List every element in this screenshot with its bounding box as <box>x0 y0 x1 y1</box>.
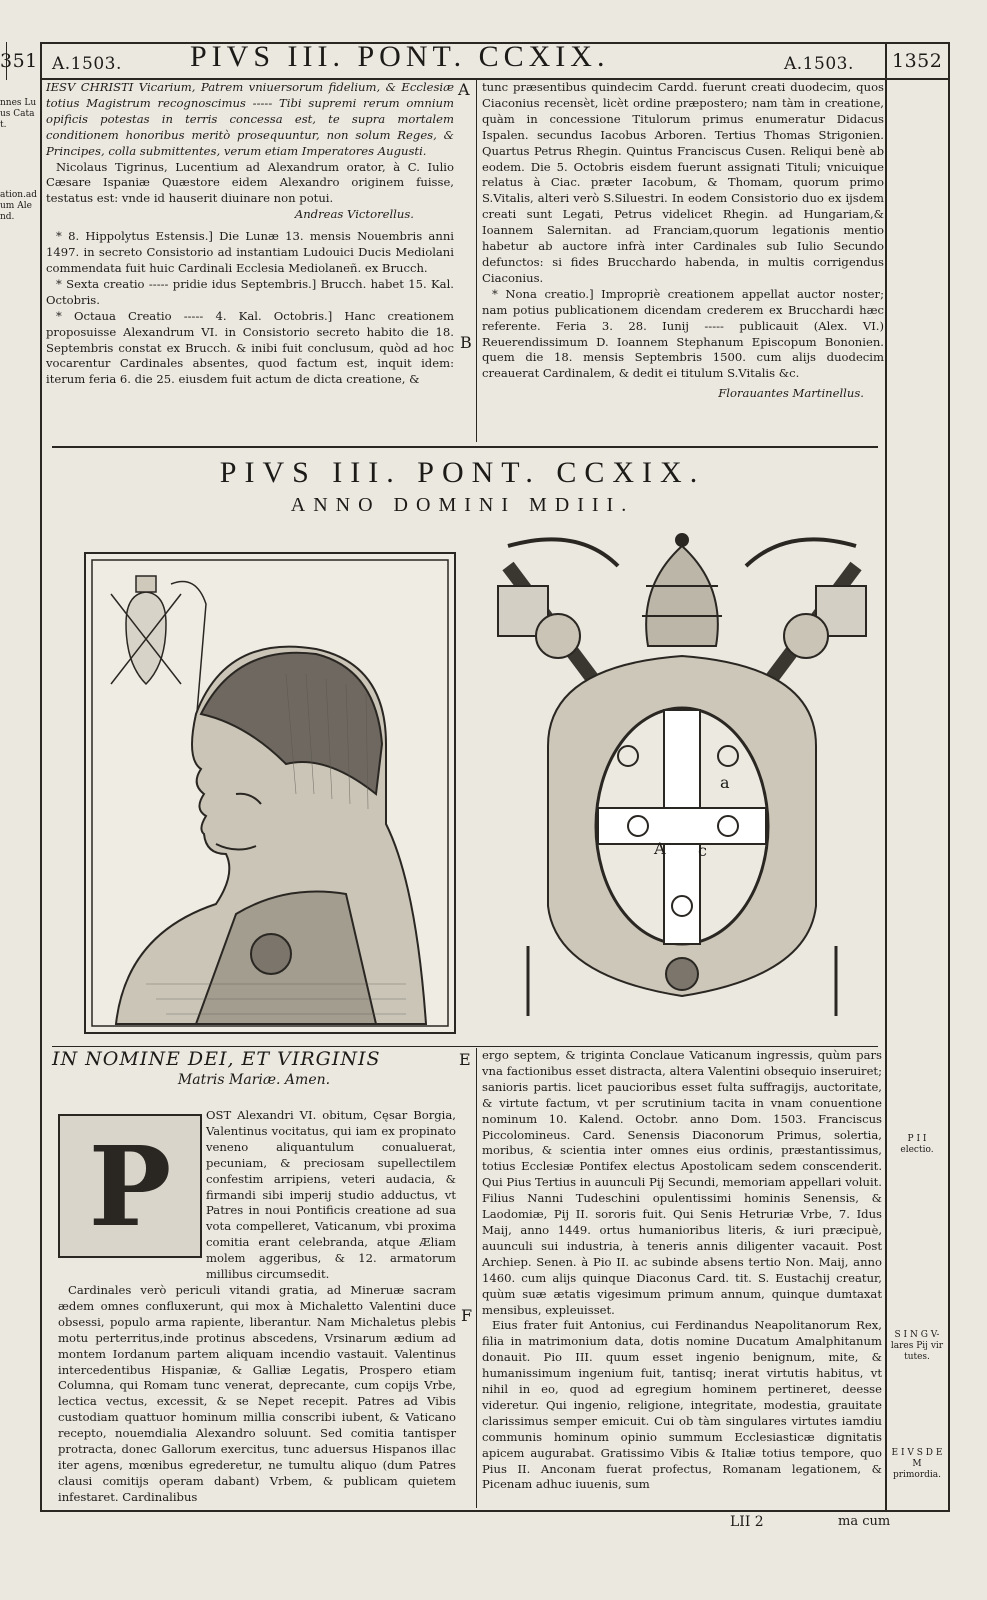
bottom-right-para-1: ergo septem, & triginta Conclaue Vaticanum ingressis, quùm pars vna factionibus esset distracta, altera Valentini obsequio inseruiret; sanioris partis. licet paucioribus esset fulta suffragijs, auctoritate, & virtute factum, vt per scrutinium tacita in vnam conuentione nominum 10. Kalend. Octobr. anno Dom. 1503. Franciscus Piccolomineus. Card. Senensis Diaconorum Primus, solertia, moribus, & scientia inter omnes eius ordinis, præstantissimus, totius Ecclesiæ Pontifex electus Apostolicam sedem conscenderit. Qui Pius Tertius in auunculi Pij Secundi, memoriam appellari voluit. Filius Nanni Tudeschini opulentissimi hominis Senensis, & Laodomiæ, Pij II. sororis fuit. Qui Senis Hetruriæ Vrbe, 7. Idus Maij, anno 1449. ortus humanioribus literis, & iuri præcipuè, auunculi sui industria, à teneris annis diligenter vacauit. Post Archiep. Senen. à Pio II. ac subinde absens tertio Non. Maij, anno 1460. cum alijs quinque Diaconus Card. tit. S. Eustachij creatur, quùm suæ ætatis vigesimum primum annum, quinque dumtaxat mensibus, expleuisset. <box>482 1048 882 1317</box>
top-left-signature: Andreas Victorellus. <box>294 207 414 222</box>
top-right-signature: Florauantes Martinellus. <box>718 386 864 401</box>
outer-right-rule <box>948 42 950 1512</box>
bottom-left-para-2: Cardinales verò periculi vitandi gratia, ad Mineruæ sacram ædem omnes confluxerunt, qui mox à Michaletto Valentini duce obsessi, populo arma rapiente, liberantur. Nam Michaletus plebis motu perterritus,inde protinus abscedens, Vrsinarum ædium ad montem Iordanum partem aliquam incendio vastauit. Valentinus intercedentibus Hispaniæ, & Galliæ Legatis, Prospero etiam Columna, qui Romam tunc venerat, deprecante, cum copijs Vrbe, lectica vectus, excessit, & se Nepet recepit. Patres ad Vibis custodiam quattuor hominum millia conscribi iubent, & Vaticano recepto, nouemdialia Alexandro soluunt. Sed comitia tantisper protracta, donec Gallorum exercitus, tunc aduersus Hispanos illac iter agens, mœnibus egrederetur, ne tumultu aliquo (dum Patres clausi comitijs operam dabant) Vrbem, & publicam quietem infestaret. Cardinalibus <box>58 1282 456 1504</box>
section-marker-b: B <box>460 333 472 352</box>
top-right-para-1: tunc præsentibus quindecim Cardd. fuerunt creati duodecim, quos Ciaconius recensèt, licèt ordine præpostero; nam tàm in creatione, quàm in concessione Titulorum primus enumeratur Didacus Ispalen. secundus Iacobus Arboren. Tertius Thomas Strigonien. Quartus Petrus Rhegin. Quintus Franciscus Cusen. Reliqui benè ab eodem. Die 5. Octobris eisdem fuerunt assignati Tituli; vnicuique relatus à Ciac. præter Iacobum, & Thomam, quorum primo S.Vitalis, alteri verò S.Siluestri. In eodem Consistorio duo ex ijsdem creati sunt Legati, Petrus videlicet Rhegin. ad Hungariam,& Ioannem Salernitan. ad Franciam,quorum legationis mentio habetur ab auctore infrà inter Cardinales sub Iulio Secundo defunctos: si fides Brucchardo habenda, in multis corrigendus Ciaconius. <box>482 80 884 285</box>
right-margin-note-3: E I V S D E M primordia. <box>891 1448 943 1480</box>
shield-letter-a: a <box>720 773 730 792</box>
shield-letter-c: c <box>698 841 707 860</box>
bottom-left-first-text: OST Alexandri VI. obitum, Cęsar Borgia, Valentinus vocitatus, qui iam ex propinato veneno aliquantulum conualuerat, pecuniam, & preciosam supellectilem confestim arripiens, veteri audacia, & firmandi sibi imperij studio adductus, vt Patres in noui Pontificis creatione ad sua vota compelleret, Vaticanum, vbi proxima comitia erant celebranda, atque Æliam molem aggeribus, & 12. armatorum millibus circumsedit. <box>206 1108 456 1282</box>
bottom-left-para-1 <box>58 1108 456 1506</box>
grotesque-mask <box>666 958 698 990</box>
left-year: A.1503. <box>52 54 122 74</box>
section-marker-e: E <box>459 1050 471 1069</box>
right-page-number: 1352 <box>892 50 943 72</box>
pope-profile <box>116 647 426 1024</box>
cherub-left <box>536 614 580 658</box>
dropcap-spacer <box>58 1108 206 1272</box>
section-subtitle: ANNO DOMINI MDIII. <box>290 494 635 516</box>
section-marker-a: A <box>458 80 470 99</box>
right-margin-note-2: S I N G V- lares Pij vir tutes. <box>890 1330 944 1362</box>
papal-tiara <box>646 546 718 646</box>
frame-bottom-rule <box>40 1510 948 1512</box>
top-left-para-3: * 8. Hippolytus Estensis.] Die Lunæ 13. mensis Nouembris anni 1497. in secreto Consistorio ad instantiam Ludouici Ducis Mediolani commendata fuit huic Cardinali Ecclesia Mediolaneñ. ex Brucch. <box>46 229 454 275</box>
invocation-line-2: Matris Mariæ. Amen. <box>177 1072 331 1088</box>
left-margin-note-1: nnes Lu us Cata t. <box>0 98 37 130</box>
signature-mark: LII 2 <box>730 1514 764 1530</box>
coat-of-arms-woodcut <box>488 526 876 1034</box>
invocation-line-1: IN NOMINE DEI, ET VIRGINIS <box>52 1048 381 1070</box>
top-right-column <box>482 80 884 402</box>
portrait-illustration <box>86 554 454 1032</box>
coat-of-arms-illustration <box>488 526 876 1034</box>
running-title: PIVS III. PONT. CCXIX. <box>190 40 610 73</box>
small-arms-emblem <box>111 576 206 724</box>
top-section-bottom-rule <box>52 446 878 448</box>
left-page-number: 351 <box>0 50 38 72</box>
cherub-right <box>784 614 828 658</box>
bottom-left-column <box>52 1048 456 1088</box>
catchword: ma cum <box>838 1514 891 1529</box>
portrait-woodcut <box>84 552 456 1034</box>
dropcap-letter: P <box>88 1121 172 1251</box>
left-margin-note-2: ation.ad um Ale nd. <box>0 190 38 222</box>
top-left-para-4: * Sexta creatio ----- pridie idus Septembris.] Brucch. habet 15. Kal. Octobris. <box>46 276 454 307</box>
bottom-right-column <box>482 1048 882 1493</box>
frame-left-rule <box>40 42 42 1512</box>
top-right-para-2: * Nona creatio.] Impropriè creationem appellat auctor noster; nam potius publicationem dicendam crederem ex Brucchardi hæc referente. Feria 3. 28. Iunij ----- publicauit (Alex. VI.) Reuerendissimum D. Ioannem Stephanum Episcopum Bononien. quem die 18. mensis Septembris 1500. cum alijs duodecim creauerat Cardinalem, & dedit ei titulum S.Vitalis &c. <box>482 286 884 381</box>
section-marker-f: F <box>461 1306 473 1325</box>
bottom-column-divider <box>476 1048 477 1508</box>
top-column-divider <box>476 80 477 442</box>
top-left-para-5: * Octaua Creatio ----- 4. Kal. Octobris.] Hanc creationem proposuisse Alexandrum VI. in Consistorio secreto habito die 18. Septembris constat ex Brucch. & inibi fuit conclusum, quòd ad hoc vocarentur Cardinales absentes, quod factum est, inquit idem: iterum feria 6. die 25. eiusdem fuit actum de dicta creatione, & <box>46 308 454 387</box>
bottom-right-para-2: Eius frater fuit Antonius, cui Ferdinandus Neapolitanorum Rex, filia in matrimonium data, dotis nomine Ducatum Amalphitanum donauit. Pio III. quum esset ingenio benignum, mite, & humanissimum ingenium fuit, tantisq; inerat virtutis habitus, vt nihil in eo, quod ad egregium hominem pertineret, deesse videretur. Qui ingenio, religione, integritate, modestia, grauitate clarissimus semper emicuit. Cui ob tàm singulares virtutes iamdiu communis hominum opinio summum Ecclesiasticæ dignitatis apicem augurabat. Gratissimo Vibis & Italiæ totius tempore, quo Pius II. Anconam fuerat profectus, Romanam legationem, & Picenam adhuc iuuenis, sum <box>482 1318 882 1492</box>
shield-letter-A: A <box>654 839 666 858</box>
top-left-column <box>46 80 454 388</box>
bottom-section-top-rule <box>52 1046 878 1047</box>
right-year: A.1503. <box>784 54 854 74</box>
top-left-para-1: IESV CHRISTI Vicarium, Patrem vniuersorum fidelium, & Ecclesiæ totius Magistrum recognoscimus ----- Tibi supremi rerum omnium opificis potestas in terris concessa est, te supra mortalem conditionem honoribus meritò prosequuntur, non solum Reges, & Principes, colla submittentes, verum etiam Imperatores Augusti. <box>46 80 454 158</box>
top-left-para-2: Nicolaus Tigrinus, Lucentium ad Alexandrum orator, à C. Iulio Cæsare Ispaniæ Quæstore eidem Alexandro originem fuisse, testatus est: vnde id hauserit diuinare non potui. <box>46 159 454 206</box>
right-margin-note-1: P I I electio. <box>900 1134 934 1155</box>
section-title: PIVS III. PONT. CCXIX. <box>219 456 706 489</box>
frame-right-rule <box>885 42 887 1512</box>
